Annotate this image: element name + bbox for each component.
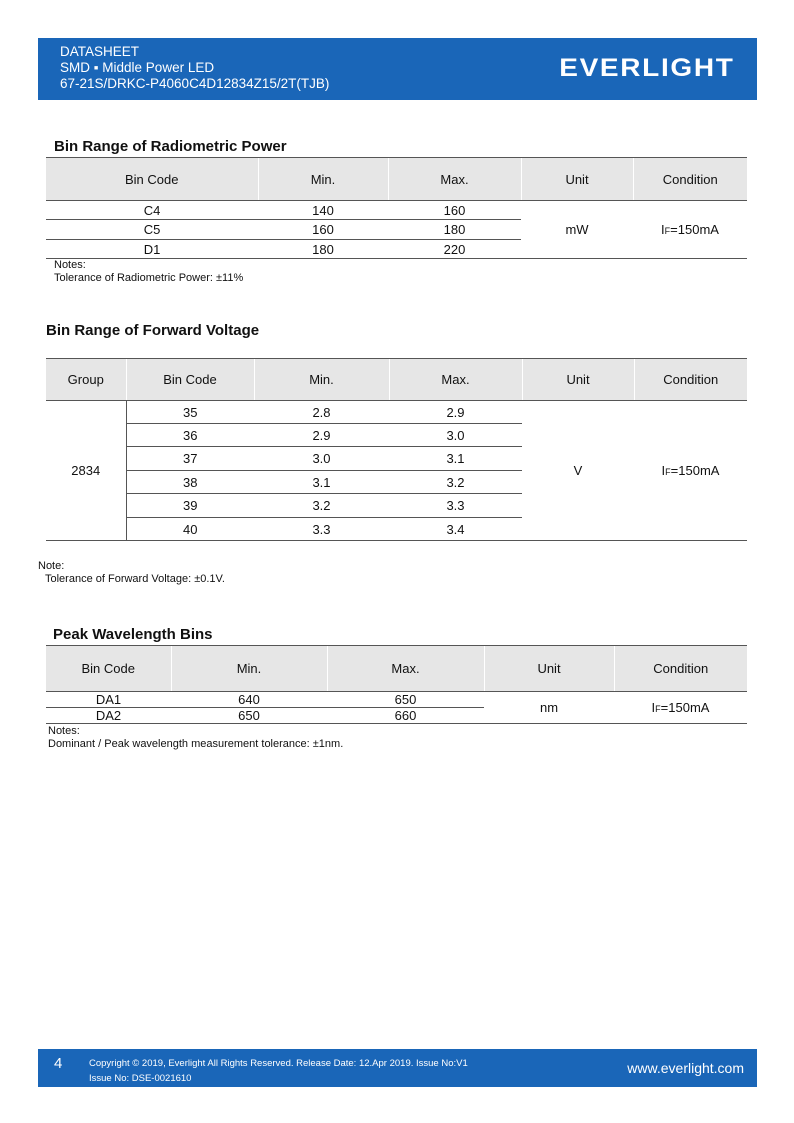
condition-cell: IF=150mA [634, 401, 747, 541]
unit-cell: V [522, 401, 634, 541]
page-number: 4 [54, 1055, 63, 1072]
col-header: Min. [171, 646, 327, 692]
bin-code-cell: 37 [126, 447, 254, 471]
col-header: Unit [484, 646, 614, 692]
bin-code-cell: C5 [46, 220, 258, 240]
col-header: Bin Code [126, 359, 254, 401]
footer-copyright [89, 1056, 468, 1086]
condition-cell: IF=150mA [633, 201, 747, 259]
bin-code-cell: 40 [126, 518, 254, 541]
min-cell: 2.8 [254, 401, 389, 424]
max-cell: 2.9 [389, 401, 522, 424]
everlight-logo: EVERLIGHT [559, 54, 735, 82]
header-text [60, 44, 329, 92]
doc-type: DATASHEET [60, 44, 140, 59]
part-number: 67-21S/DRKC-P4060C4D12834Z15/2T(TJB) [60, 76, 330, 91]
max-cell: 3.4 [389, 518, 522, 541]
issue-number: Issue No: DSE-0021610 [89, 1073, 192, 1084]
bin-code-cell: D1 [46, 240, 258, 259]
notes-label: Notes: [48, 725, 80, 737]
voltage-notes [38, 560, 225, 586]
col-header: Bin Code [46, 646, 171, 692]
col-header: Max. [388, 158, 521, 201]
wavelength-notes [48, 725, 343, 751]
page-footer [38, 1049, 757, 1087]
max-cell: 650 [327, 692, 484, 708]
voltage-section-title: Bin Range of Forward Voltage [46, 322, 260, 339]
max-cell: 180 [388, 220, 521, 240]
unit-cell: nm [484, 692, 614, 724]
col-header: Condition [634, 359, 747, 401]
col-header: Max. [327, 646, 484, 692]
min-cell: 140 [258, 201, 388, 220]
notes-label: Notes: [54, 259, 86, 271]
notes-text: Tolerance of Radiometric Power: ±11% [54, 272, 244, 284]
copyright-text: Copyright © 2019, Everlight All Rights Reserved. Release Date: 12.Apr 2019. Issue No:V1 [89, 1058, 468, 1069]
min-cell: 640 [171, 692, 327, 708]
table-row [46, 692, 747, 708]
min-cell: 3.2 [254, 494, 389, 518]
notes-text: Tolerance of Forward Voltage: ±0.1V. [45, 573, 225, 585]
max-cell: 660 [327, 708, 484, 724]
max-cell: 220 [388, 240, 521, 259]
radiometric-section-title: Bin Range of Radiometric Power [54, 138, 287, 155]
max-cell: 3.3 [389, 494, 522, 518]
max-cell: 3.0 [389, 424, 522, 447]
min-cell: 3.3 [254, 518, 389, 541]
bin-code-cell: DA2 [46, 708, 171, 724]
max-cell: 3.1 [389, 447, 522, 471]
max-cell: 3.2 [389, 471, 522, 494]
col-header: Unit [522, 359, 634, 401]
wavelength-section-title: Peak Wavelength Bins [53, 626, 213, 643]
col-header: Min. [254, 359, 389, 401]
table-header-row [46, 646, 747, 692]
group-cell: 2834 [46, 401, 126, 541]
page-header [38, 38, 757, 100]
col-header: Min. [258, 158, 388, 201]
table-header-row [46, 158, 747, 201]
website-link[interactable]: www.everlight.com [627, 1060, 744, 1076]
bin-code-cell: 39 [126, 494, 254, 518]
col-header: Bin Code [46, 158, 258, 201]
min-cell: 160 [258, 220, 388, 240]
min-cell: 3.0 [254, 447, 389, 471]
condition-cell: IF=150mA [614, 692, 747, 724]
col-header: Max. [389, 359, 522, 401]
bin-code-cell: 38 [126, 471, 254, 494]
notes-text: Dominant / Peak wavelength measurement tolerance: ±1nm. [48, 738, 344, 750]
table-header-row [46, 359, 747, 401]
voltage-table [46, 358, 747, 541]
col-header: Group [46, 359, 126, 401]
radiometric-notes [54, 259, 243, 285]
radiometric-table [46, 157, 747, 259]
col-header: Condition [633, 158, 747, 201]
max-cell: 160 [388, 201, 521, 220]
bin-code-cell: 35 [126, 401, 254, 424]
table-row [46, 401, 747, 424]
bin-code-cell: C4 [46, 201, 258, 220]
bin-code-cell: DA1 [46, 692, 171, 708]
min-cell: 650 [171, 708, 327, 724]
unit-cell: mW [521, 201, 633, 259]
col-header: Condition [614, 646, 747, 692]
min-cell: 2.9 [254, 424, 389, 447]
notes-label: Note: [38, 560, 65, 572]
product-category: SMD ▪ Middle Power LED [60, 60, 215, 75]
min-cell: 180 [258, 240, 388, 259]
col-header: Unit [521, 158, 633, 201]
min-cell: 3.1 [254, 471, 389, 494]
table-row [46, 201, 747, 220]
bin-code-cell: 36 [126, 424, 254, 447]
wavelength-table [46, 645, 747, 724]
